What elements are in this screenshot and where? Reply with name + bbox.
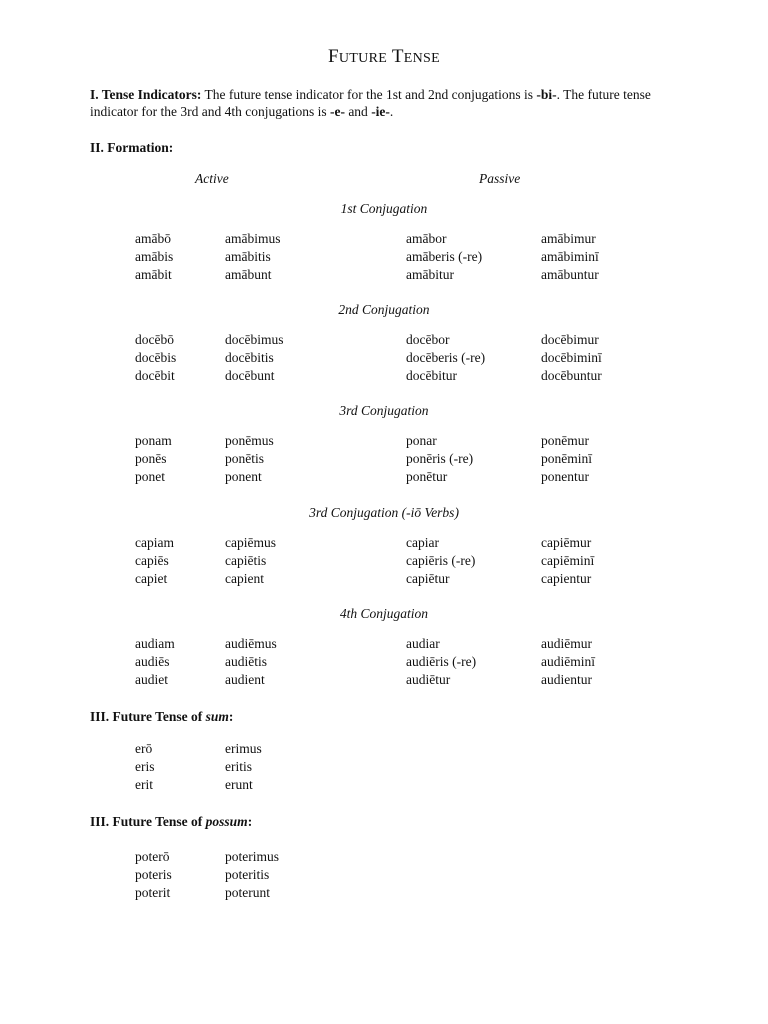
table-row xyxy=(0,368,768,386)
active-plural: docēbunt xyxy=(225,368,275,383)
passive-plural: docēbuntur xyxy=(541,368,602,383)
active-singular: capiam xyxy=(135,535,174,550)
active-plural: ponēmus xyxy=(225,433,274,448)
table-row xyxy=(0,249,768,267)
table-row xyxy=(0,433,768,451)
passive-plural: ponēmur xyxy=(541,433,589,448)
passive-singular: docēbitur xyxy=(406,368,457,383)
active-plural: amābunt xyxy=(225,267,272,282)
passive-singular: audiētur xyxy=(406,672,451,687)
passive-plural: amābiminī xyxy=(541,249,599,264)
passive-singular: amābor xyxy=(406,231,447,246)
passive-plural: capiēmur xyxy=(541,535,592,550)
passive-plural: ponēminī xyxy=(541,451,592,466)
passive-singular: amābitur xyxy=(406,267,454,282)
table-row xyxy=(0,267,768,285)
active-singular: capiēs xyxy=(135,553,169,568)
singular-form: erō xyxy=(135,741,153,756)
active-singular: audiēs xyxy=(135,654,170,669)
passive-plural: capientur xyxy=(541,571,592,586)
passive-singular: amāberis (-re) xyxy=(406,249,483,264)
active-singular: capiet xyxy=(135,571,168,586)
tense-indicators-text-c: and xyxy=(344,104,372,119)
passive-plural: audientur xyxy=(541,672,592,687)
table-row xyxy=(0,332,768,350)
active-plural: capiētis xyxy=(225,553,267,568)
conjugation-title: 3rd Conjugation (-iō Verbs) xyxy=(309,505,459,520)
table-row xyxy=(0,672,768,690)
sum-heading-word: sum xyxy=(205,709,229,724)
active-plural: ponent xyxy=(225,469,262,484)
active-plural: audiētis xyxy=(225,654,267,669)
table-row xyxy=(0,231,768,249)
passive-plural: audiēminī xyxy=(541,654,595,669)
active-plural: audient xyxy=(225,672,265,687)
plural-form: erimus xyxy=(225,741,262,756)
title-second-rest: ENSE xyxy=(403,51,440,66)
active-plural: docēbitis xyxy=(225,350,274,365)
passive-plural: amābimur xyxy=(541,231,596,246)
singular-form: eris xyxy=(135,759,155,774)
plural-form: poteritis xyxy=(225,867,270,882)
sum-heading-prefix: III. Future Tense of xyxy=(90,709,206,724)
table-row xyxy=(0,759,768,777)
active-plural: amābitis xyxy=(225,249,271,264)
sum-heading-suffix: : xyxy=(228,709,234,724)
active-singular: audiam xyxy=(135,636,175,651)
page-title xyxy=(0,46,768,68)
passive-singular: capiētur xyxy=(406,571,450,586)
passive-singular: audiar xyxy=(406,636,440,651)
active-plural: capient xyxy=(225,571,264,586)
plural-form: eritis xyxy=(225,759,252,774)
future-of-sum-heading xyxy=(90,709,233,725)
conjugation-title: 3rd Conjugation xyxy=(339,403,429,418)
table-row xyxy=(0,451,768,469)
plural-form: poterimus xyxy=(225,849,279,864)
table-row xyxy=(0,885,768,903)
active-singular: ponam xyxy=(135,433,172,448)
table-row xyxy=(0,571,768,589)
passive-singular: capiēris (-re) xyxy=(406,553,476,568)
indicator-e: -e- xyxy=(329,104,345,119)
tense-indicators-text-d: . xyxy=(389,104,394,119)
active-plural: ponētis xyxy=(225,451,264,466)
table-row xyxy=(0,849,768,867)
table-row xyxy=(0,553,768,571)
singular-form: poterit xyxy=(135,885,171,900)
passive-singular: docēberis (-re) xyxy=(406,350,486,365)
tense-indicators-text-b: . The future tense indicator for the 3rd and 4th conjugations is xyxy=(90,87,651,119)
passive-singular: ponar xyxy=(406,433,437,448)
table-row xyxy=(0,741,768,759)
passive-plural: ponentur xyxy=(541,469,589,484)
title-first-capital: F xyxy=(328,46,339,67)
singular-form: erit xyxy=(135,777,153,792)
active-plural: amābimus xyxy=(225,231,281,246)
passive-singular: ponētur xyxy=(406,469,448,484)
passive-plural: docēbiminī xyxy=(541,350,602,365)
singular-form: poterō xyxy=(135,849,170,864)
tense-indicators-paragraph xyxy=(90,86,690,120)
table-row xyxy=(0,636,768,654)
active-singular: audiet xyxy=(135,672,168,687)
conjugation-title: 4th Conjugation xyxy=(339,606,429,621)
possum-heading-suffix: : xyxy=(247,814,253,829)
conjugation-title: 1st Conjugation xyxy=(340,201,428,216)
active-singular: ponet xyxy=(135,469,165,484)
title-first-rest: UTURE xyxy=(338,51,388,66)
passive-column-label: Passive xyxy=(479,171,521,186)
indicator-ie: -ie- xyxy=(371,104,390,119)
active-singular: docēbis xyxy=(135,350,177,365)
table-row xyxy=(0,777,768,795)
possum-heading-prefix: III. Future Tense of xyxy=(90,814,206,829)
table-row xyxy=(0,867,768,885)
passive-plural: amābuntur xyxy=(541,267,599,282)
passive-plural: docēbimur xyxy=(541,332,599,347)
title-second-capital: T xyxy=(391,46,404,67)
plural-form: erunt xyxy=(225,777,253,792)
active-plural: capiēmus xyxy=(225,535,276,550)
active-singular: ponēs xyxy=(135,451,167,466)
passive-singular: capiar xyxy=(406,535,439,550)
indicator-bi: -bi- xyxy=(536,87,557,102)
active-singular: docēbit xyxy=(135,368,175,383)
passive-plural: audiēmur xyxy=(541,636,592,651)
active-singular: amābis xyxy=(135,249,174,264)
formation-heading: II. Formation: xyxy=(90,140,174,155)
passive-singular: audiēris (-re) xyxy=(406,654,477,669)
table-row xyxy=(0,535,768,553)
table-row xyxy=(0,654,768,672)
passive-singular: docēbor xyxy=(406,332,450,347)
active-column-label: Active xyxy=(195,171,229,186)
active-plural: audiēmus xyxy=(225,636,277,651)
active-singular: amābit xyxy=(135,267,172,282)
singular-form: poteris xyxy=(135,867,172,882)
table-row xyxy=(0,350,768,368)
active-plural: docēbimus xyxy=(225,332,284,347)
future-of-possum-heading xyxy=(90,814,252,830)
plural-form: poterunt xyxy=(225,885,270,900)
tense-indicators-text-a: The future tense indicator for the 1st and 2nd conjugations is xyxy=(201,87,537,102)
passive-singular: ponēris (-re) xyxy=(406,451,474,466)
possum-heading-word: possum xyxy=(205,814,248,829)
active-singular: amābō xyxy=(135,231,171,246)
tense-indicators-heading: I. Tense Indicators: xyxy=(90,87,202,102)
conjugation-title: 2nd Conjugation xyxy=(338,302,430,317)
passive-plural: capiēminī xyxy=(541,553,595,568)
table-row xyxy=(0,469,768,487)
active-singular: docēbō xyxy=(135,332,174,347)
